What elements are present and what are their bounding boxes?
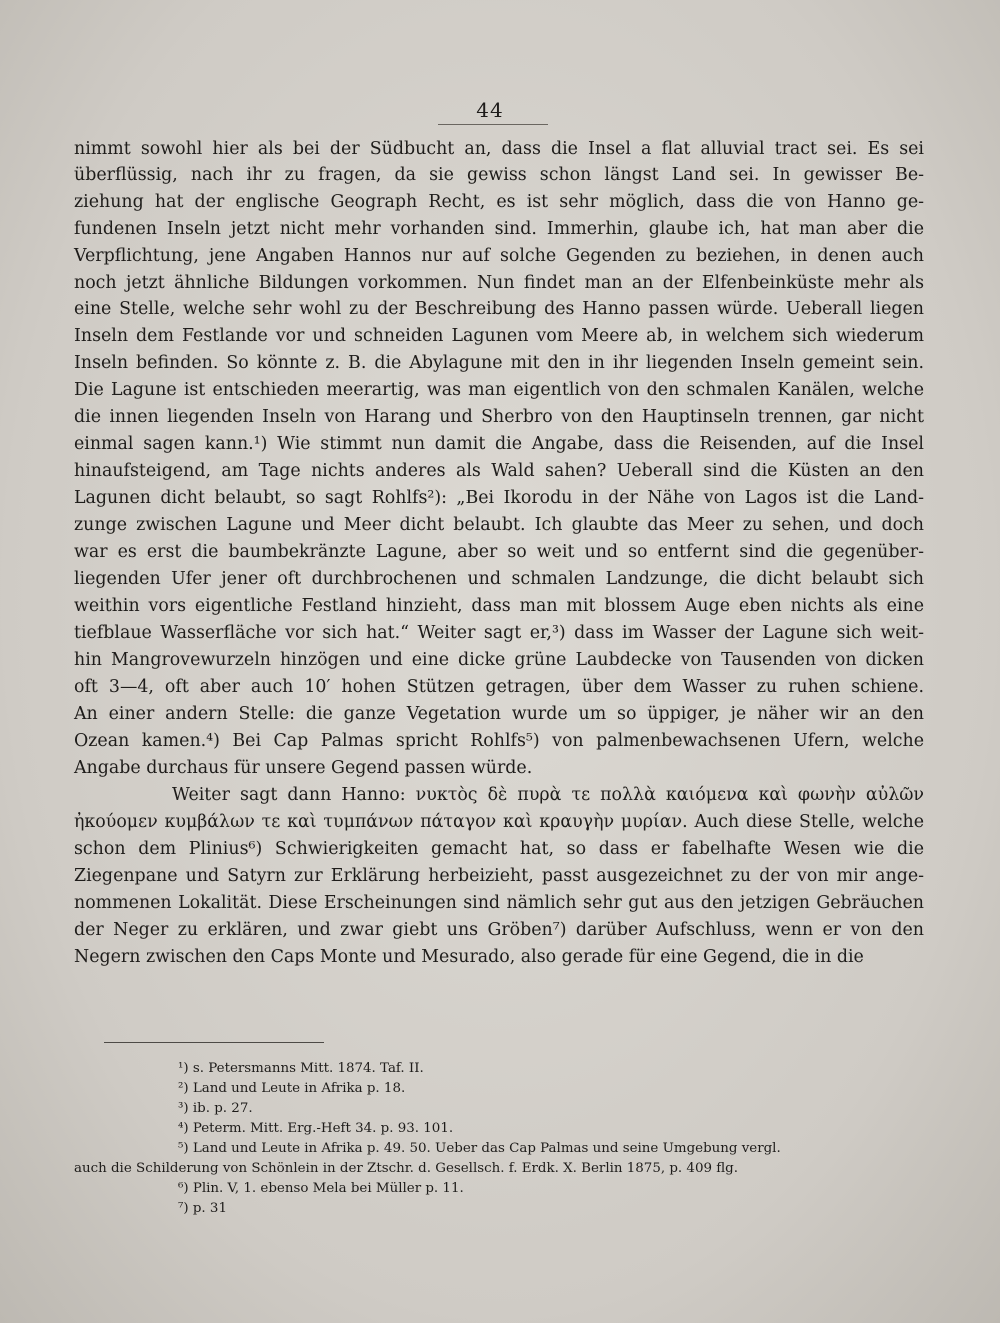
page-number: 44: [476, 98, 504, 122]
text-line: war es erst die baumbekränzte Lagune, aber so weit und so entfernt sind die gegenüber-: [74, 542, 924, 562]
footnote-line: auch die Schilderung von Schönlein in der Ztschr. d. Gesellsch. f. Erdk. X. Berlin 1875, p. 409 flg.: [74, 1161, 739, 1176]
text-line: tiefblaue Wasserfläche vor sich hat.“ Weiter sagt er,³) dass im Wasser der Lagune sich weit-: [74, 623, 924, 643]
text-line: ziehung hat der englische Geograph Recht, es ist sehr möglich, dass die von Hanno ge-: [74, 192, 924, 212]
text-line: Negern zwischen den Caps Monte und Mesurado, also gerade für eine Gegend, die in die: [74, 947, 864, 967]
text-line: Ziegenpane und Satyrn zur Erklärung herbeizieht, passt ausgezeichnet zu der von mir ange-: [74, 866, 924, 886]
text-line: Ozean kamen.⁴) Bei Cap Palmas spricht Rohlfs⁵) von palmenbewachsenen Ufern, welche: [74, 731, 924, 751]
footnote-line: ⁵) Land und Leute in Afrika p. 49. 50. Ueber das Cap Palmas und seine Umgebung vergl.: [178, 1141, 781, 1156]
text-line: liegenden Ufer jener oft durchbrochenen und schmalen Landzunge, die dicht belaubt sich: [74, 569, 924, 589]
footnote-line: ⁶) Plin. V, 1. ebenso Mela bei Müller p. 11.: [178, 1181, 464, 1196]
text-line: Inseln dem Festlande vor und schneiden Lagunen vom Meere ab, in welchem sich wiederum: [74, 326, 924, 346]
text-line: oft 3—4, oft aber auch 10′ hohen Stützen getragen, über dem Wasser zu ruhen schiene.: [74, 677, 924, 697]
footnote-line: ²) Land und Leute in Afrika p. 18.: [178, 1081, 406, 1096]
text-line: nommenen Lokalität. Diese Erscheinungen sind nämlich sehr gut aus den jetzigen Gebräuchen: [74, 893, 924, 913]
text-line: hin Mangrovewurzeln hinzögen und eine dicke grüne Laubdecke von Tausenden von dicken: [74, 650, 924, 670]
footnote-line: ⁷) p. 31: [178, 1201, 227, 1216]
page-number-rule: [438, 124, 548, 125]
text-line: ἠκούομεν κυμβάλων τε καὶ τυμπάνων πάταγον καὶ κραυγὴν μυρίαν. Auch diese Stelle, welche: [74, 812, 924, 832]
text-line: einmal sagen kann.¹) Wie stimmt nun damit die Angabe, dass die Reisenden, auf die Insel: [74, 434, 924, 454]
footnote-line: ¹) s. Petersmanns Mitt. 1874. Taf. II.: [178, 1061, 424, 1076]
text-line: nimmt sowohl hier als bei der Südbucht an, dass die Insel a flat alluvial tract sei. Es sei: [74, 139, 924, 159]
text-line: An einer andern Stelle: die ganze Vegetation wurde um so üppiger, je näher wir an den: [74, 704, 924, 724]
footnote-line: ⁴) Peterm. Mitt. Erg.-Heft 34. p. 93. 101.: [178, 1121, 454, 1136]
text-line: fundenen Inseln jetzt nicht mehr vorhanden sind. Immerhin, glaube ich, hat man aber die: [74, 219, 924, 239]
footnote-divider: [104, 1042, 324, 1043]
text-line: zunge zwischen Lagune und Meer dicht belaubt. Ich glaubte das Meer zu sehen, und doch: [74, 515, 924, 535]
footnote-line: ³) ib. p. 27.: [178, 1101, 253, 1116]
text-line: schon dem Plinius⁶) Schwierigkeiten gemacht hat, so dass er fabelhafte Wesen wie die: [74, 839, 924, 859]
text-line: die innen liegenden Inseln von Harang und Sherbro von den Hauptinseln trennen, gar nicht: [74, 407, 924, 427]
text-line: der Neger zu erklären, und zwar giebt uns Gröben⁷) darüber Aufschluss, wenn er von den: [74, 920, 924, 940]
text-line: Lagunen dicht belaubt, so sagt Rohlfs²): „Bei Ikorodu in der Nähe von Lagos ist die Land-: [74, 488, 924, 508]
text-line: Weiter sagt dann Hanno: νυκτὸς δὲ πυρὰ τε πολλὰ καιόμενα καὶ φωνὴν αὐλῶν: [172, 785, 924, 805]
text-line: Die Lagune ist entschieden meerartig, was man eigentlich von den schmalen Kanälen, welche: [74, 380, 924, 400]
text-line: überflüssig, nach ihr zu fragen, da sie gewiss schon längst Land sei. In gewisser Be-: [74, 165, 924, 185]
text-line: weithin vors eigentliche Festland hinzieht, dass man mit blossem Auge eben nichts als eine: [74, 596, 924, 616]
text-line: Inseln befinden. So könnte z. B. die Abylagune mit den in ihr liegenden Inseln gemeint sein.: [74, 353, 924, 373]
text-line: Angabe durchaus für unsere Gegend passen würde.: [74, 758, 533, 778]
text-line: Verpflichtung, jene Angaben Hannos nur auf solche Gegenden zu beziehen, in denen auch: [74, 246, 924, 266]
text-line: eine Stelle, welche sehr wohl zu der Beschreibung des Hanno passen würde. Ueberall liegen: [74, 299, 924, 319]
text-line: hinaufsteigend, am Tage nichts anderes als Wald sahen? Ueberall sind die Küsten an den: [74, 461, 924, 481]
text-line: noch jetzt ähnliche Bildungen vorkommen. Nun findet man an der Elfenbeinküste mehr als: [74, 273, 924, 293]
